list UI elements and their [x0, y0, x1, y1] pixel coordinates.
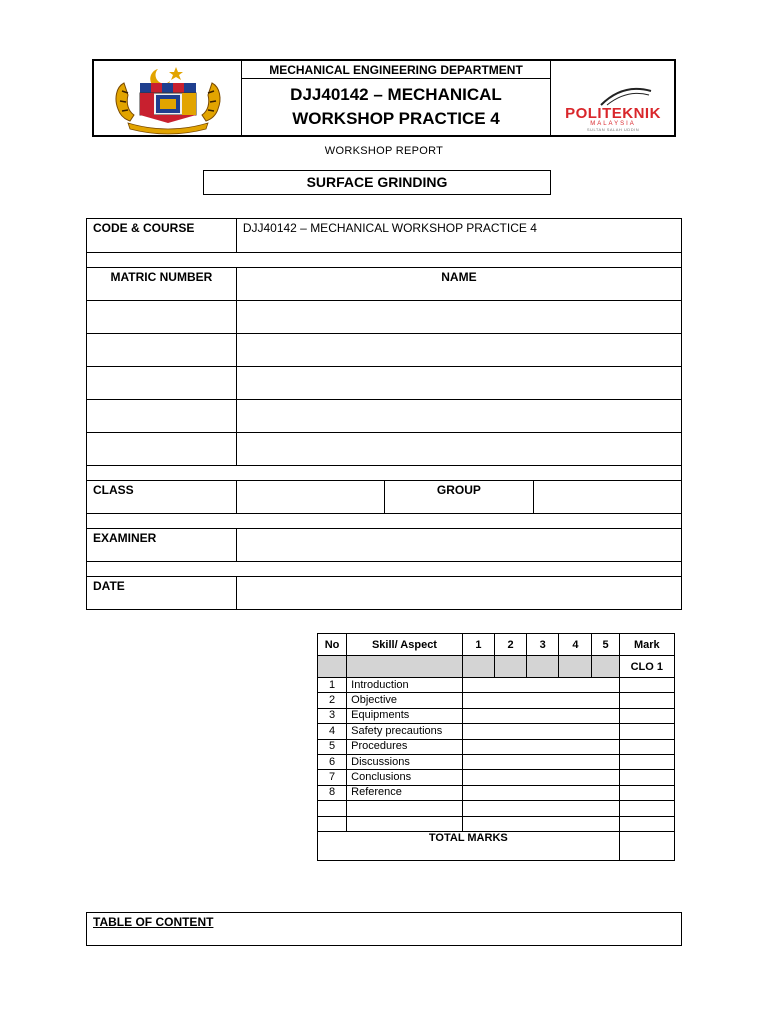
empty-row	[318, 816, 675, 831]
table-row	[318, 693, 675, 708]
score-cell[interactable]	[462, 754, 619, 769]
column-header: 2	[494, 634, 526, 656]
matric-number-field[interactable]	[87, 367, 237, 400]
grey-cell	[347, 656, 463, 678]
matric-number-field[interactable]	[87, 400, 237, 433]
column-header: Skill/ Aspect	[347, 634, 463, 656]
item-aspect: Reference	[347, 785, 463, 800]
spacer-row	[87, 466, 682, 481]
crest-cell	[94, 61, 242, 135]
table-row	[318, 678, 675, 693]
item-number: 4	[318, 724, 347, 739]
grey-cell	[527, 656, 559, 678]
column-header: 4	[559, 634, 592, 656]
class-label: CLASS	[87, 481, 237, 514]
item-number: 8	[318, 785, 347, 800]
marks-table	[317, 633, 675, 861]
examiner-label: EXAMINER	[87, 529, 237, 562]
politeknik-logo-text: POLITEKNIK	[565, 105, 661, 122]
mark-cell[interactable]	[619, 708, 674, 723]
item-number: 2	[318, 693, 347, 708]
item-aspect: Discussions	[347, 754, 463, 769]
item-number: 5	[318, 739, 347, 754]
student-row	[87, 334, 682, 367]
table-row	[318, 785, 675, 800]
grey-cell	[592, 656, 619, 678]
matric-number-field[interactable]	[87, 301, 237, 334]
clo-row	[318, 656, 675, 678]
examiner-field[interactable]	[236, 529, 681, 562]
score-cell[interactable]	[462, 770, 619, 785]
mark-cell[interactable]	[619, 739, 674, 754]
date-field[interactable]	[236, 577, 681, 610]
column-header: No	[318, 634, 347, 656]
mark-cell[interactable]	[619, 770, 674, 785]
score-cell[interactable]	[462, 785, 619, 800]
name-field[interactable]	[236, 400, 681, 433]
name-field[interactable]	[236, 367, 681, 400]
column-header: 5	[592, 634, 619, 656]
table-row	[318, 739, 675, 754]
total-marks-row	[318, 831, 675, 860]
report-title: SURFACE GRINDING	[203, 170, 551, 195]
code-course-label: CODE & COURSE	[87, 219, 237, 253]
spacer-row	[87, 562, 682, 577]
student-row	[87, 400, 682, 433]
spacer-row	[87, 514, 682, 529]
politeknik-logo-tagline: SULTAN SALAH UDDIN	[586, 127, 640, 132]
score-cell[interactable]	[462, 708, 619, 723]
code-course-value: DJJ40142 – MECHANICAL WORKSHOP PRACTICE 4	[236, 219, 681, 253]
column-header: 3	[527, 634, 559, 656]
table-row	[318, 754, 675, 769]
matric-number-field[interactable]	[87, 334, 237, 367]
item-aspect: Objective	[347, 693, 463, 708]
name-field[interactable]	[236, 301, 681, 334]
item-number: 6	[318, 754, 347, 769]
examiner-row	[87, 529, 682, 562]
table-row	[318, 724, 675, 739]
grey-cell	[462, 656, 494, 678]
name-field[interactable]	[236, 334, 681, 367]
politeknik-logo-sub: MALAYSIA	[590, 121, 636, 127]
total-marks-label: TOTAL MARKS	[318, 831, 620, 860]
item-aspect: Equipments	[347, 708, 463, 723]
score-cell[interactable]	[462, 724, 619, 739]
total-marks-field[interactable]	[619, 831, 674, 860]
student-row	[87, 301, 682, 334]
grey-cell	[318, 656, 347, 678]
item-aspect: Procedures	[347, 739, 463, 754]
table-of-content-heading: TABLE OF CONTENT	[86, 912, 682, 946]
code-course-row	[87, 219, 682, 253]
matric-name-header-row	[87, 268, 682, 301]
course-title	[242, 79, 550, 135]
student-info-table	[86, 218, 682, 610]
course-title-line2: WORKSHOP PRACTICE 4	[292, 109, 500, 128]
score-cell[interactable]	[462, 739, 619, 754]
column-header: Mark	[619, 634, 674, 656]
name-label: NAME	[236, 268, 681, 301]
student-row	[87, 367, 682, 400]
grey-cell	[559, 656, 592, 678]
score-cell[interactable]	[462, 693, 619, 708]
date-row	[87, 577, 682, 610]
mark-cell[interactable]	[619, 754, 674, 769]
score-cell[interactable]	[462, 678, 619, 693]
department-name: MECHANICAL ENGINEERING DEPARTMENT	[242, 61, 550, 79]
class-group-row	[87, 481, 682, 514]
clo-label: CLO 1	[619, 656, 674, 678]
course-title-line1: DJJ40142 – MECHANICAL	[290, 85, 502, 104]
name-field[interactable]	[236, 433, 681, 466]
group-label: GROUP	[384, 481, 534, 514]
item-aspect: Safety precautions	[347, 724, 463, 739]
spacer-row	[87, 253, 682, 268]
report-type-label: WORKSHOP REPORT	[324, 145, 444, 157]
item-number: 7	[318, 770, 347, 785]
mark-cell[interactable]	[619, 785, 674, 800]
matric-number-label: MATRIC NUMBER	[87, 268, 237, 301]
mark-cell[interactable]	[619, 693, 674, 708]
group-field[interactable]	[534, 481, 682, 514]
item-aspect: Introduction	[347, 678, 463, 693]
grey-cell	[494, 656, 526, 678]
item-number: 3	[318, 708, 347, 723]
matric-number-field[interactable]	[87, 433, 237, 466]
date-label: DATE	[87, 577, 237, 610]
item-aspect: Conclusions	[347, 770, 463, 785]
column-header: 1	[462, 634, 494, 656]
mark-cell[interactable]	[619, 724, 674, 739]
empty-row	[318, 801, 675, 816]
student-row	[87, 433, 682, 466]
table-row	[318, 708, 675, 723]
item-number: 1	[318, 678, 347, 693]
document-header	[92, 59, 676, 137]
table-row	[318, 770, 675, 785]
marks-header-row	[318, 634, 675, 656]
politeknik-logo-cell	[550, 61, 674, 135]
malaysia-crest-icon	[94, 61, 242, 135]
mark-cell[interactable]	[619, 678, 674, 693]
class-field[interactable]	[236, 481, 384, 514]
